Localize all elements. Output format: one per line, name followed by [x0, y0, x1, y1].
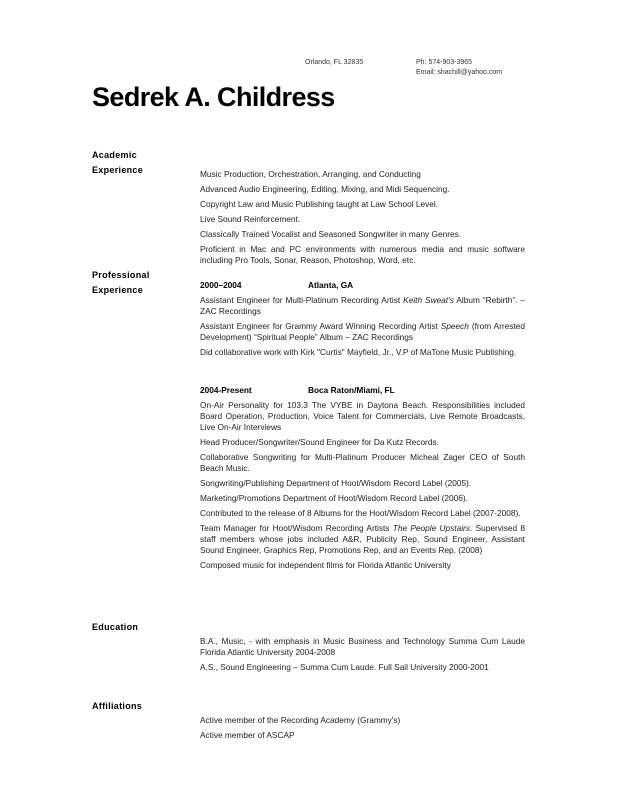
heading-line: Professional: [92, 270, 150, 280]
resume-name: Sedrek A. Childress: [92, 82, 335, 112]
list-item: Live Sound Reinforcement.: [200, 214, 301, 224]
list-item: A.S., Sound Engineering – Summa Cum Laude. Full Sail University 2000-2001: [200, 662, 489, 672]
heading-line: Affiliations: [92, 701, 143, 711]
list-item: Collaborative Songwriting for Multi-Platinum Producer Micheal Zager CEO of South Beach Music.: [200, 452, 525, 473]
list-item: Active member of the Recording Academy (Grammy's): [200, 715, 401, 725]
academic-list: [200, 169, 525, 270]
list-item: B.A., Music, - with emphasis in Music Business and Technology Summa Cum Laude Florida Atlantic University 2004-2008: [200, 636, 525, 657]
job-atlanta: [200, 280, 525, 362]
list-item: On-Air Personality for 103.3 The VYBE in Daytona Beach. Responsibilities included Board Operation, Production, Voice Talent for Commercials, Live Remote Broadcasts, Live On-Air Interviews: [200, 400, 525, 432]
list-item: Contributed to the release of 8 Albums for the Hoot/Wisdom Record Label (2007-2008).: [200, 508, 521, 518]
list-item: Music Production, Orchestration, Arranging, and Conducting: [200, 169, 421, 179]
job-boca-raton: [200, 385, 525, 575]
list-item: Composed music for independent films for Florida Atlantic University: [200, 560, 451, 570]
heading-line: Education: [92, 622, 139, 632]
list-item: Assistant Engineer for Multi-Platinum Recording Artist Keith Sweat's Album “Rebirth”. – ZAC Recordings: [200, 295, 525, 316]
heading-professional-experience: [92, 268, 150, 298]
contact-details: [416, 58, 502, 78]
heading-line: Academic: [92, 150, 137, 160]
list-item: Did collaborative work with Kirk "Curtis" Mayfield, Jr., V.P of MaTone Music Publishing.: [200, 347, 517, 357]
phone-text: Ph: 574-903-3965: [416, 59, 473, 66]
job-location: Atlanta, GA: [308, 280, 354, 290]
list-item: Marketing/Promotions Department of Hoot/Wisdom Record Label (2006).: [200, 493, 468, 503]
list-item: Advanced Audio Engineering, Editing, Mixing, and Midi Sequencing.: [200, 184, 450, 194]
heading-education: [92, 620, 138, 635]
contact-address: [305, 58, 363, 68]
affiliations-list: [200, 715, 525, 745]
job-header: [200, 385, 525, 396]
list-item: Copyright Law and Music Publishing taught at Law School Level.: [200, 199, 438, 209]
email-text: Email: shachill@yahoo.com: [416, 69, 503, 76]
address-text: Orlando, FL 32835: [305, 59, 364, 66]
job-location: Boca Raton/Miami, FL: [308, 385, 395, 395]
heading-affiliations: [92, 699, 142, 714]
list-item: Team Manager for Hoot/Wisdom Recording Artists The People Upstairs. Supervised 8 staff members whose jobs included A&R, Publicity Rep, Sound Engineer, Assistant Sound Engineer, Graphics Rep, Promotions Rep, and an Events Rep. (2008): [200, 523, 526, 555]
heading-academic-experience: [92, 148, 143, 178]
job-header: [200, 280, 525, 291]
list-item: Classically Trained Vocalist and Seasoned Songwriter in many Genres.: [200, 229, 462, 239]
heading-line: Experience: [92, 285, 144, 295]
list-item: Head Producer/Songwriter/Sound Engineer for Da Kutz Records.: [200, 437, 439, 447]
list-item: Songwriting/Publishing Department of Hoot/Wisdom Record Label (2005).: [200, 478, 472, 488]
list-item: Assistant Engineer for Grammy Award Winning Recording Artist Speech (from Arrested Development) “Spiritual People” Album – ZAC Recordings: [200, 321, 525, 342]
job-dates: 2000–2004: [200, 280, 242, 290]
heading-line: Experience: [92, 165, 144, 175]
list-item: Proficient in Mac and PC environments with numerous media and music software including Pro Tools, Sonar, Reason, Photoshop, Word, etc.: [200, 244, 525, 265]
job-dates: 2004-Present: [200, 385, 252, 395]
education-list: [200, 636, 525, 677]
list-item: Active member of ASCAP: [200, 730, 295, 740]
